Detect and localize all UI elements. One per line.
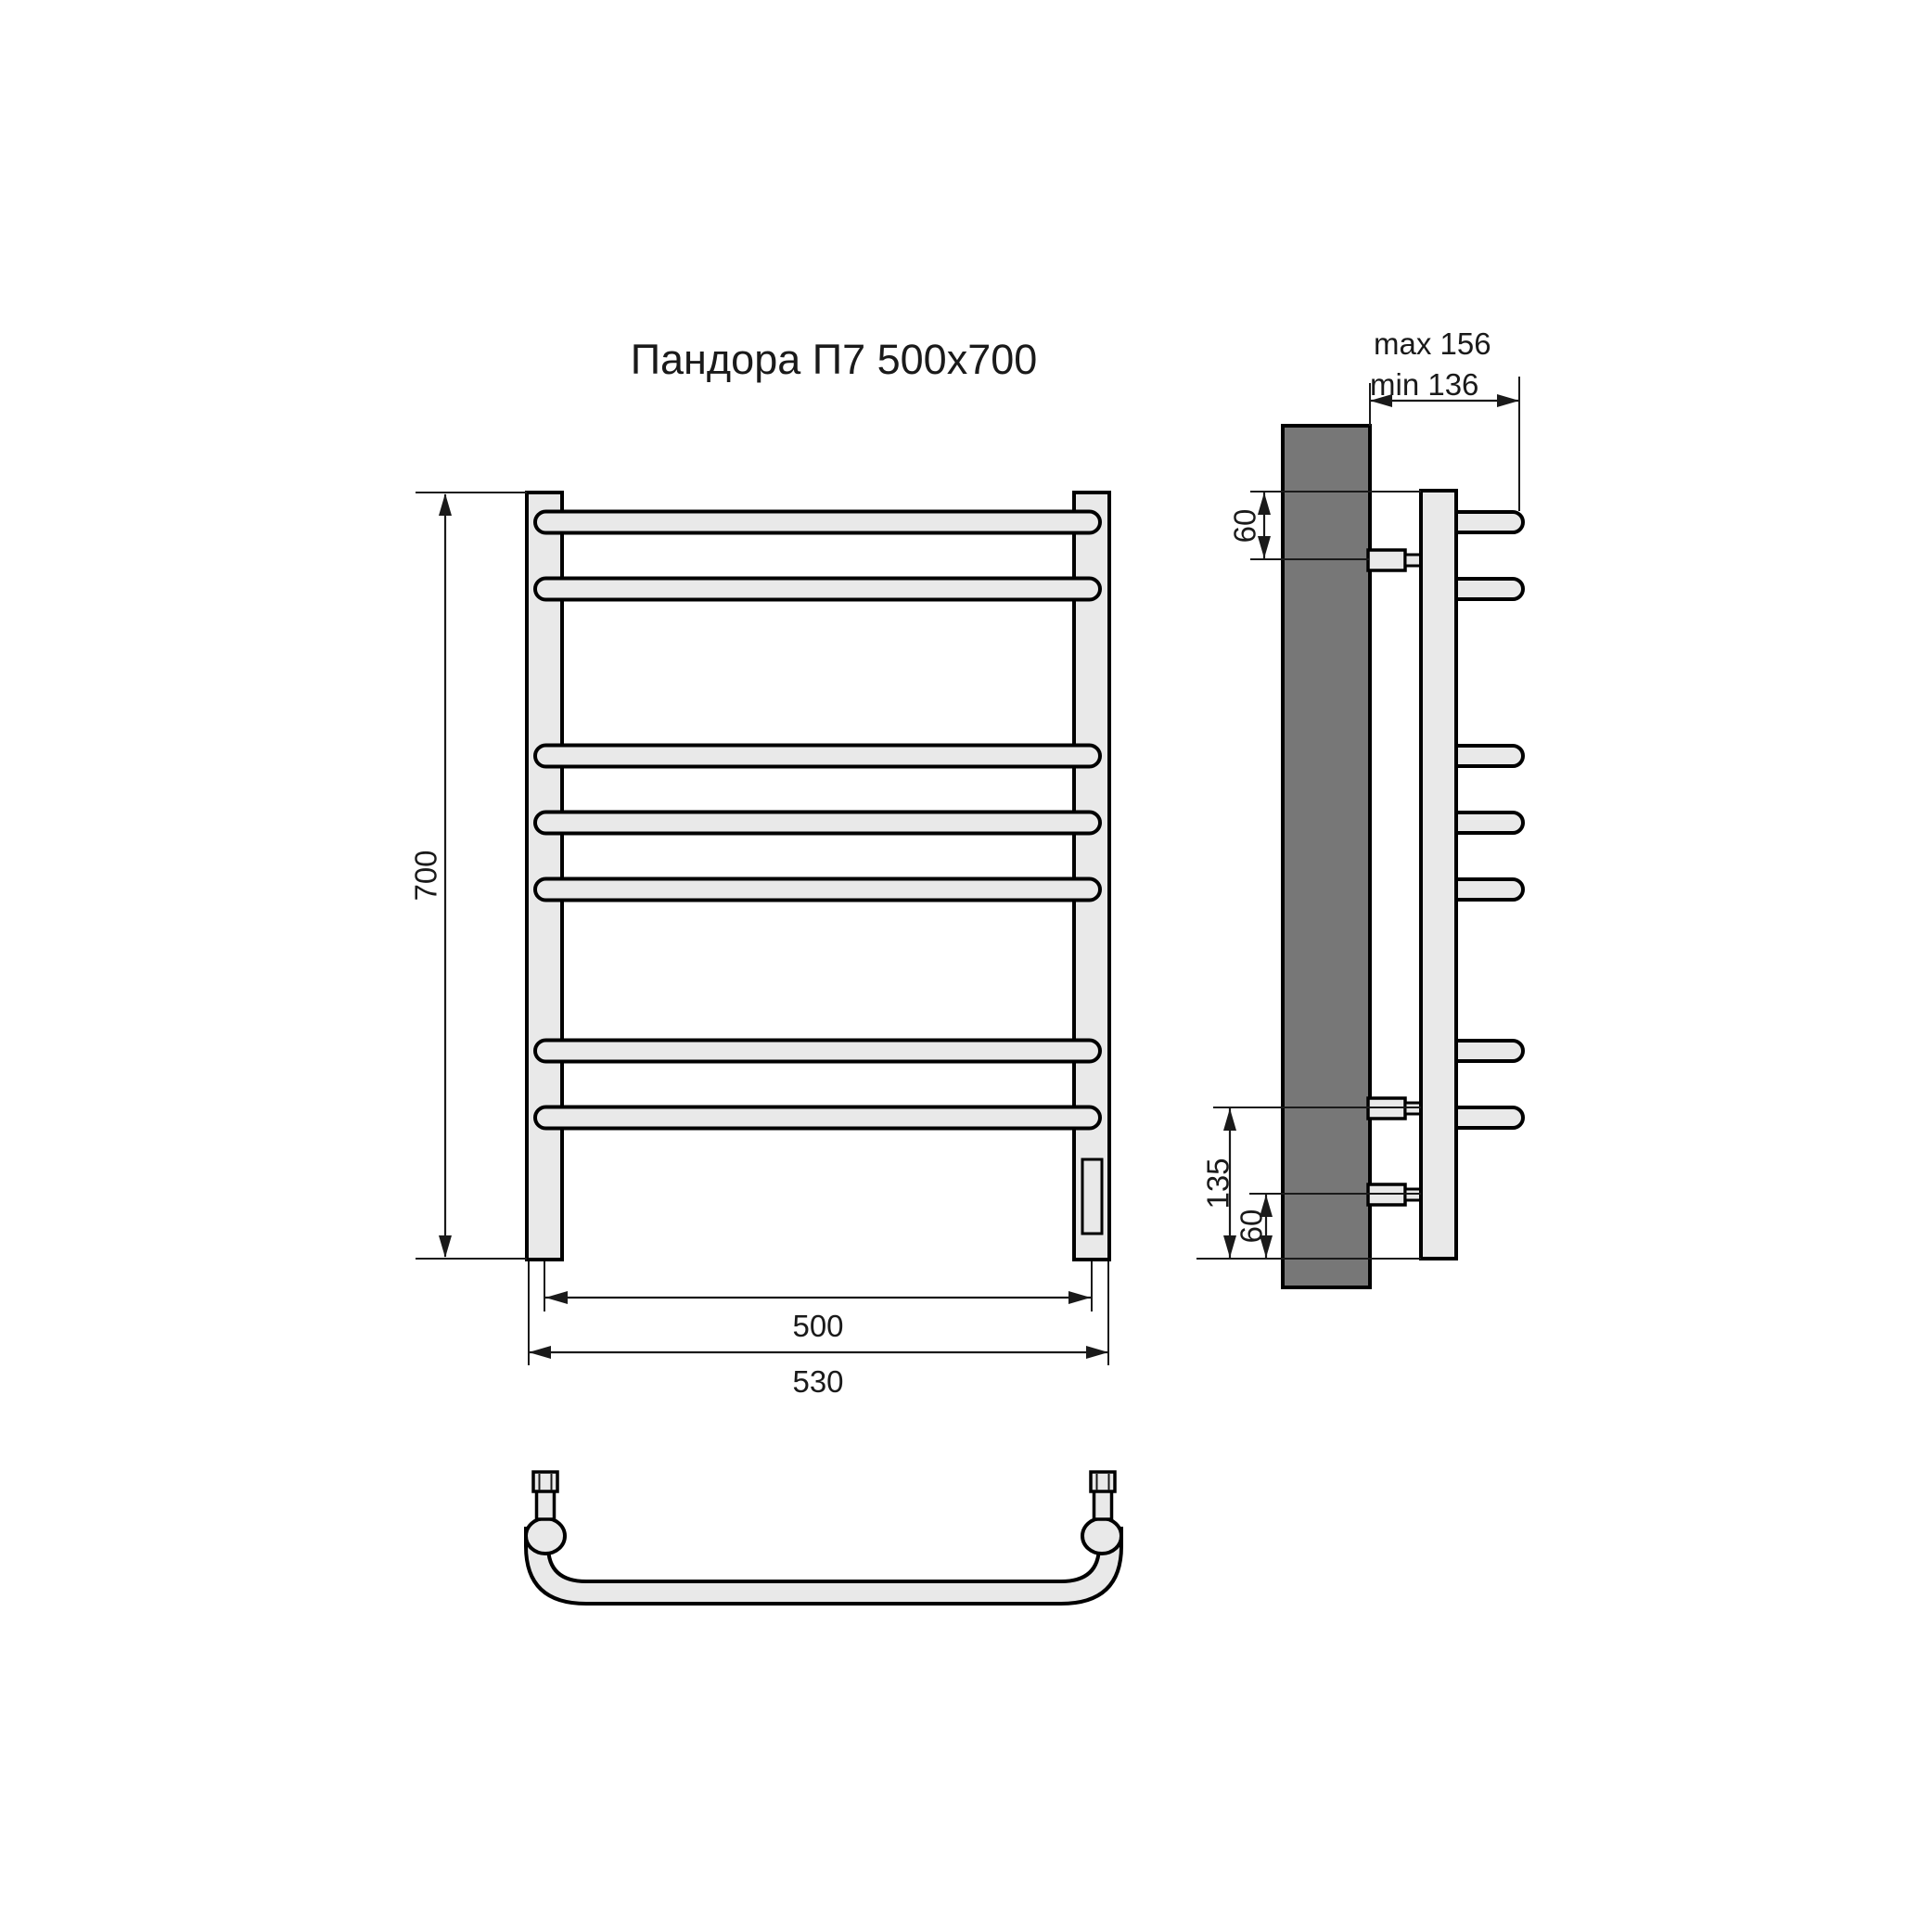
- bracket-top-body: [1368, 550, 1405, 570]
- top-curved-bar: [526, 1529, 1121, 1604]
- wall: [1283, 426, 1370, 1287]
- top-right-stub-stem: [1094, 1490, 1112, 1519]
- front-bars: [535, 512, 1100, 1129]
- side-view: [1283, 426, 1523, 1287]
- front-bar-3: [535, 746, 1100, 767]
- front-bar-7: [535, 1107, 1100, 1129]
- front-bar-2: [535, 579, 1100, 600]
- dim-depth-min-label: min 136: [1370, 367, 1479, 402]
- top-right-stub-cap: [1091, 1472, 1115, 1491]
- front-view: [527, 493, 1109, 1260]
- dim-top-offset-label: 60: [1227, 508, 1262, 544]
- side-rail: [1421, 491, 1456, 1259]
- front-dimensions: [409, 493, 1109, 1399]
- dim-depth-max-label: max 156: [1374, 326, 1491, 361]
- dim-bottom-offset-label: 60: [1234, 1209, 1269, 1244]
- top-left-stub: [533, 1472, 557, 1519]
- dim-height-label: 700: [408, 850, 443, 902]
- front-bar-1: [535, 512, 1100, 533]
- dim-inner-width-label: 500: [792, 1309, 844, 1343]
- dim-outer-width-label: 530: [792, 1364, 844, 1399]
- heating-element-box: [1082, 1159, 1102, 1234]
- top-left-fitting: [526, 1518, 565, 1554]
- top-right-fitting: [1082, 1518, 1121, 1554]
- front-bar-4: [535, 812, 1100, 834]
- front-bar-5: [535, 879, 1100, 901]
- top-right-stub: [1091, 1472, 1115, 1519]
- top-left-stub-stem: [537, 1490, 555, 1519]
- drawing-title: Пандора П7 500x700: [630, 336, 1038, 383]
- top-view: [526, 1472, 1121, 1604]
- front-right-tube: [1074, 493, 1109, 1260]
- top-left-stub-cap: [533, 1472, 557, 1491]
- front-left-tube: [527, 493, 562, 1260]
- dim-bottom-span-label: 135: [1200, 1158, 1235, 1209]
- front-bar-6: [535, 1041, 1100, 1062]
